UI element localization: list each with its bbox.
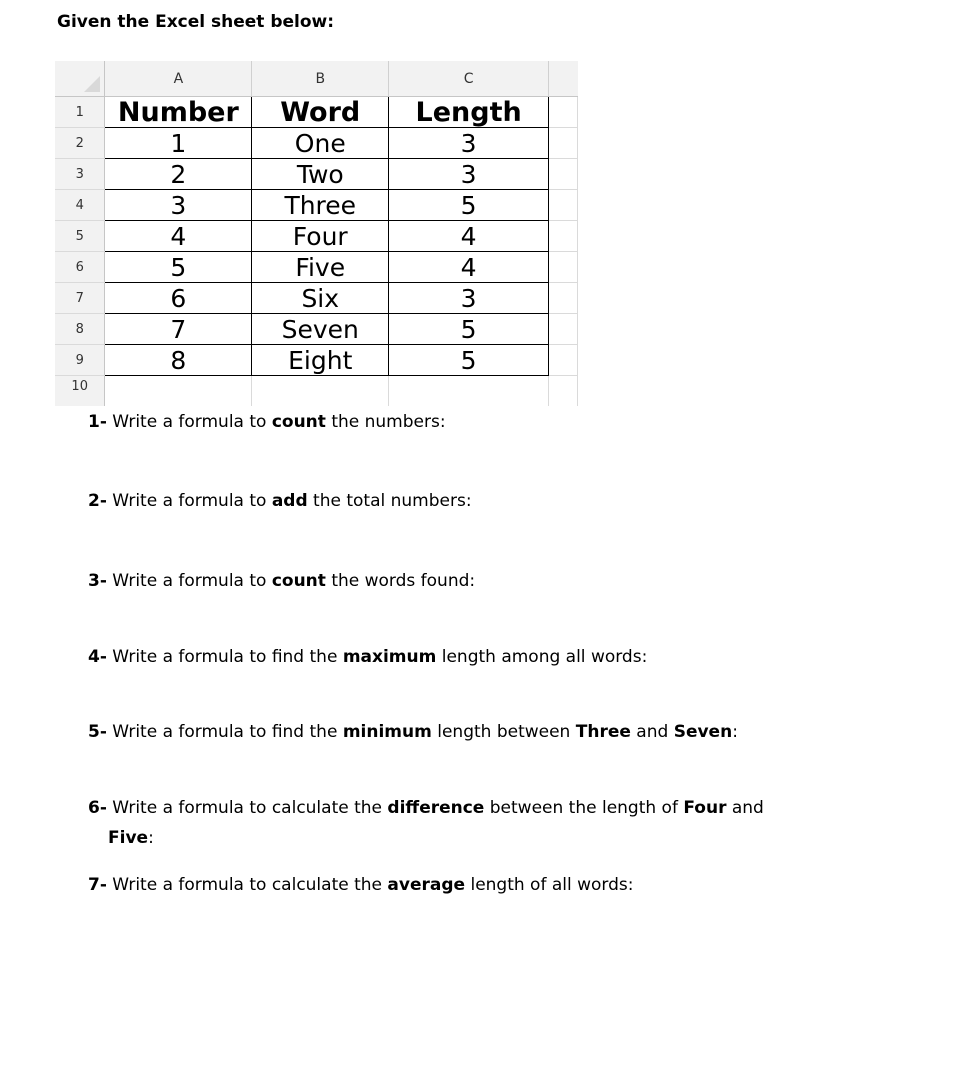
question-text: length of all words: — [465, 875, 634, 895]
row-header[interactable]: 3 — [55, 159, 105, 190]
page-heading: Given the Excel sheet below: — [57, 12, 335, 32]
cell-b9[interactable]: Eight — [252, 345, 389, 376]
cell-c2[interactable]: 3 — [389, 128, 549, 159]
question-keyword: minimum — [342, 722, 432, 742]
cell-d1[interactable] — [549, 97, 578, 128]
column-header-row — [55, 61, 578, 97]
cell-d4[interactable] — [549, 190, 578, 221]
row-header[interactable]: 6 — [55, 252, 105, 283]
cell-b1[interactable]: Word — [252, 97, 389, 128]
question-3 — [88, 566, 948, 596]
question-number: 6- — [88, 798, 107, 818]
cell-b7[interactable]: Six — [252, 283, 389, 314]
row-header[interactable]: 5 — [55, 221, 105, 252]
spreadsheet-grid — [55, 61, 578, 406]
question-text: Write a formula to — [106, 412, 272, 432]
question-text: and — [630, 722, 674, 742]
cell-a4[interactable]: 3 — [105, 190, 252, 221]
question-text: : — [148, 828, 154, 848]
question-text: Write a formula to find the — [106, 647, 343, 667]
question-keyword: difference — [387, 798, 485, 818]
question-keyword: maximum — [342, 647, 437, 667]
cell-b6[interactable]: Five — [252, 252, 389, 283]
question-keyword: count — [271, 412, 326, 432]
cell-c9[interactable]: 5 — [389, 345, 549, 376]
cell-a9[interactable]: 8 — [105, 345, 252, 376]
question-text: length between — [431, 722, 576, 742]
question-number: 1- — [88, 412, 107, 432]
column-header-a[interactable]: A — [105, 61, 252, 97]
cell-b10[interactable] — [252, 376, 389, 407]
row-header[interactable]: 2 — [55, 128, 105, 159]
cell-a6[interactable]: 5 — [105, 252, 252, 283]
table-row — [55, 128, 578, 159]
cell-a10[interactable] — [105, 376, 252, 407]
row-header[interactable]: 8 — [55, 314, 105, 345]
question-keyword: average — [387, 875, 466, 895]
cell-b3[interactable]: Two — [252, 159, 389, 190]
question-1 — [88, 407, 948, 437]
cell-a2[interactable]: 1 — [105, 128, 252, 159]
question-text: between the length of — [484, 798, 684, 818]
table-row — [55, 97, 578, 128]
column-header-c[interactable]: C — [389, 61, 549, 97]
question-keyword: Four — [683, 798, 727, 818]
table-row — [55, 345, 578, 376]
cell-c7[interactable]: 3 — [389, 283, 549, 314]
question-number: 5- — [88, 722, 107, 742]
table-row — [55, 376, 578, 407]
cell-c3[interactable]: 3 — [389, 159, 549, 190]
question-keyword: count — [271, 571, 326, 591]
question-text: Write a formula to find the — [106, 722, 343, 742]
question-keyword: Three — [575, 722, 631, 742]
table-row — [55, 252, 578, 283]
question-number: 4- — [88, 647, 107, 667]
question-text: : — [732, 722, 738, 742]
row-header[interactable]: 10 — [55, 376, 105, 407]
question-text: and — [726, 798, 764, 818]
question-text: the numbers: — [325, 412, 446, 432]
question-text: the total numbers: — [307, 491, 472, 511]
cell-c8[interactable]: 5 — [389, 314, 549, 345]
question-keyword: Five — [108, 828, 149, 848]
cell-d7[interactable] — [549, 283, 578, 314]
cell-c10[interactable] — [389, 376, 549, 407]
question-text: Write a formula to — [106, 571, 272, 591]
question-text: length among all words: — [436, 647, 648, 667]
select-all-triangle-icon — [84, 76, 100, 92]
column-header-b[interactable]: B — [252, 61, 389, 97]
cell-b8[interactable]: Seven — [252, 314, 389, 345]
question-text: Write a formula to calculate the — [106, 875, 388, 895]
table-row — [55, 283, 578, 314]
cell-b2[interactable]: One — [252, 128, 389, 159]
cell-a7[interactable]: 6 — [105, 283, 252, 314]
column-header-d[interactable] — [549, 61, 578, 97]
question-number: 2- — [88, 491, 107, 511]
cell-a5[interactable]: 4 — [105, 221, 252, 252]
excel-sheet — [55, 61, 578, 394]
cell-d3[interactable] — [549, 159, 578, 190]
select-all-corner[interactable] — [55, 61, 105, 97]
question-number: 3- — [88, 571, 107, 591]
cell-d5[interactable] — [549, 221, 578, 252]
row-header[interactable]: 1 — [55, 97, 105, 128]
cell-d10[interactable] — [549, 376, 578, 407]
cell-d6[interactable] — [549, 252, 578, 283]
question-number: 7- — [88, 875, 107, 895]
question-2 — [88, 486, 948, 516]
question-7 — [88, 870, 948, 900]
cell-a1[interactable]: Number — [105, 97, 252, 128]
cell-d8[interactable] — [549, 314, 578, 345]
question-text: the words found: — [325, 571, 476, 591]
cell-b5[interactable]: Four — [252, 221, 389, 252]
cell-c5[interactable]: 4 — [389, 221, 549, 252]
cell-c4[interactable]: 5 — [389, 190, 549, 221]
table-row — [55, 159, 578, 190]
table-row — [55, 190, 578, 221]
row-header[interactable]: 4 — [55, 190, 105, 221]
row-header[interactable]: 9 — [55, 345, 105, 376]
cell-d2[interactable] — [549, 128, 578, 159]
question-text: Write a formula to — [106, 491, 272, 511]
question-keyword: Seven — [673, 722, 733, 742]
cell-c1[interactable]: Length — [389, 97, 549, 128]
question-text: Write a formula to calculate the — [106, 798, 388, 818]
question-keyword: add — [271, 491, 308, 511]
question-6 — [88, 793, 928, 853]
table-row — [55, 221, 578, 252]
cell-c6[interactable]: 4 — [389, 252, 549, 283]
question-4 — [88, 642, 948, 672]
row-header[interactable]: 7 — [55, 283, 105, 314]
cell-b4[interactable]: Three — [252, 190, 389, 221]
cell-d9[interactable] — [549, 345, 578, 376]
question-5 — [88, 717, 948, 747]
cell-a8[interactable]: 7 — [105, 314, 252, 345]
cell-a3[interactable]: 2 — [105, 159, 252, 190]
table-row — [55, 314, 578, 345]
